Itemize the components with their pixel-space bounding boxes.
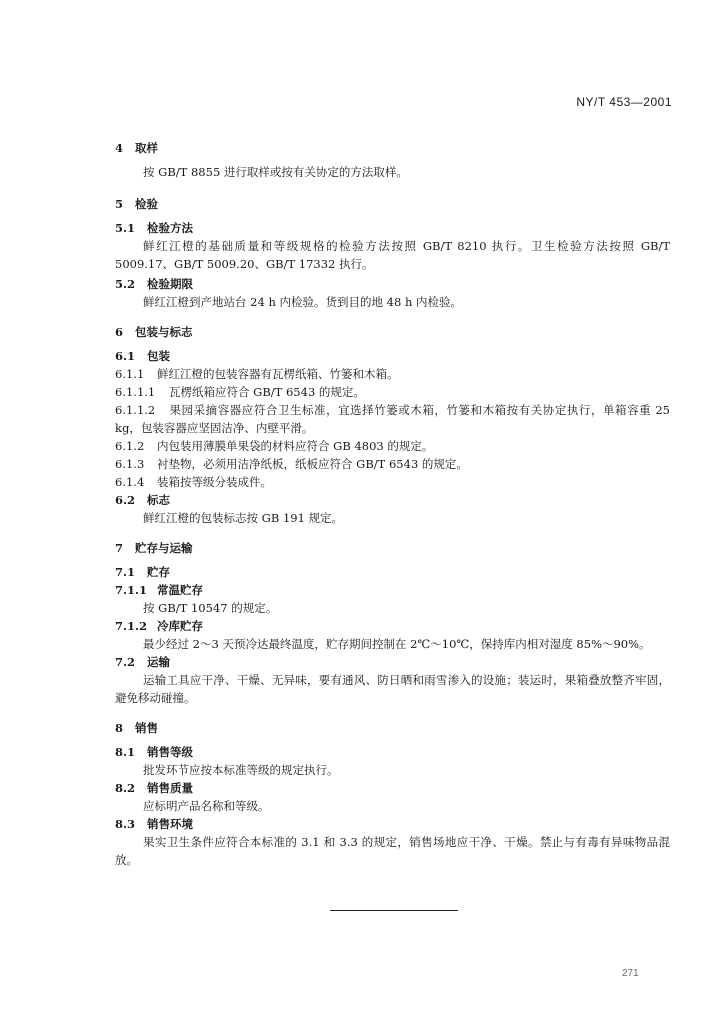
section-4-heading: 4 取样 [115,141,158,155]
section-7-1-2-heading: 7.1.2 冷库贮存 [115,619,203,633]
document-body [115,131,670,869]
section-6-2-text: 鲜红江橙的包装标志按 GB 191 规定。 [143,511,344,525]
section-8-2-heading: 8.2 销售质量 [115,781,193,795]
section-6-1-1-2: 6.1.1.2 果园采摘容器应符合卫生标准，宜选择竹篓或木箱，竹篓和木箱按有关协定执行，单箱容重 25 kg，包装容器应坚固洁净、内壁平滑。 [115,403,670,435]
section-7-1-heading: 7.1 贮存 [115,565,170,579]
section-8-2-text: 应标明产品名称和等级。 [143,799,270,813]
section-6-2-heading: 6.2 标志 [115,493,170,507]
section-8-1-heading: 8.1 销售等级 [115,745,193,759]
section-6-1-1-1: 6.1.1.1 瓦楞纸箱应符合 GB/T 6543 的规定。 [115,385,365,399]
section-6-1-4: 6.1.4 装箱按等级分装成件。 [115,475,272,489]
section-7-1-1-text: 按 GB/T 10547 的规定。 [143,601,278,615]
section-6-1-heading: 6.1 包装 [115,349,170,363]
section-5-2-heading: 5.2 检验期限 [115,277,193,291]
section-8-3-text: 果实卫生条件应符合本标准的 3.1 和 3.3 的规定，销售场地应干净、干燥。禁止与有毒有异味物品混放。 [115,835,670,867]
section-5-1-heading: 5.1 检验方法 [115,221,193,235]
section-6-1-1: 6.1.1 鲜红江橙的包装容器有瓦楞纸箱、竹篓和木箱。 [115,367,399,381]
section-6-heading: 6 包装与标志 [115,325,193,339]
section-7-2-heading: 7.2 运输 [115,655,170,669]
section-7-heading: 7 贮存与运输 [115,541,193,555]
section-5-2-text: 鲜红江橙到产地站台 24 h 内检验。货到目的地 48 h 内检验。 [143,295,463,309]
standard-code: NY/T 453—2001 [576,95,672,109]
section-7-1-2-text: 最少经过 2～3 天预冷达最终温度，贮存期间控制在 2℃～10℃，保持库内相对湿度 85%～90%。 [143,637,651,651]
section-6-1-3: 6.1.3 衬垫物，必须用洁净纸板，纸板应符合 GB/T 6543 的规定。 [115,457,468,471]
end-of-text-rule [330,910,458,911]
section-6-1-2: 6.1.2 内包装用薄膜单果袋的材料应符合 GB 4803 的规定。 [115,439,434,453]
section-4-text: 按 GB/T 8855 进行取样或按有关协定的方法取样。 [143,165,408,179]
section-7-1-1-heading: 7.1.1 常温贮存 [115,583,203,597]
section-8-heading: 8 销售 [115,721,158,735]
section-5-heading: 5 检验 [115,197,158,211]
section-7-2-text: 运输工具应干净、干燥、无异味，要有通风、防日晒和雨雪渗入的设施；装运时，果箱叠放整齐牢固，避免移动碰撞。 [115,673,670,705]
section-5-1-text: 鲜红江橙的基础质量和等级规格的检验方法按照 GB/T 8210 执行。卫生检验方法按照 GB/T 5009.17、GB/T 5009.20、GB/T 17332 执行。 [115,239,670,271]
section-8-1-text: 批发环节应按本标准等级的规定执行。 [143,763,339,777]
page-number: 271 [622,968,639,979]
section-8-3-heading: 8.3 销售环境 [115,817,193,831]
